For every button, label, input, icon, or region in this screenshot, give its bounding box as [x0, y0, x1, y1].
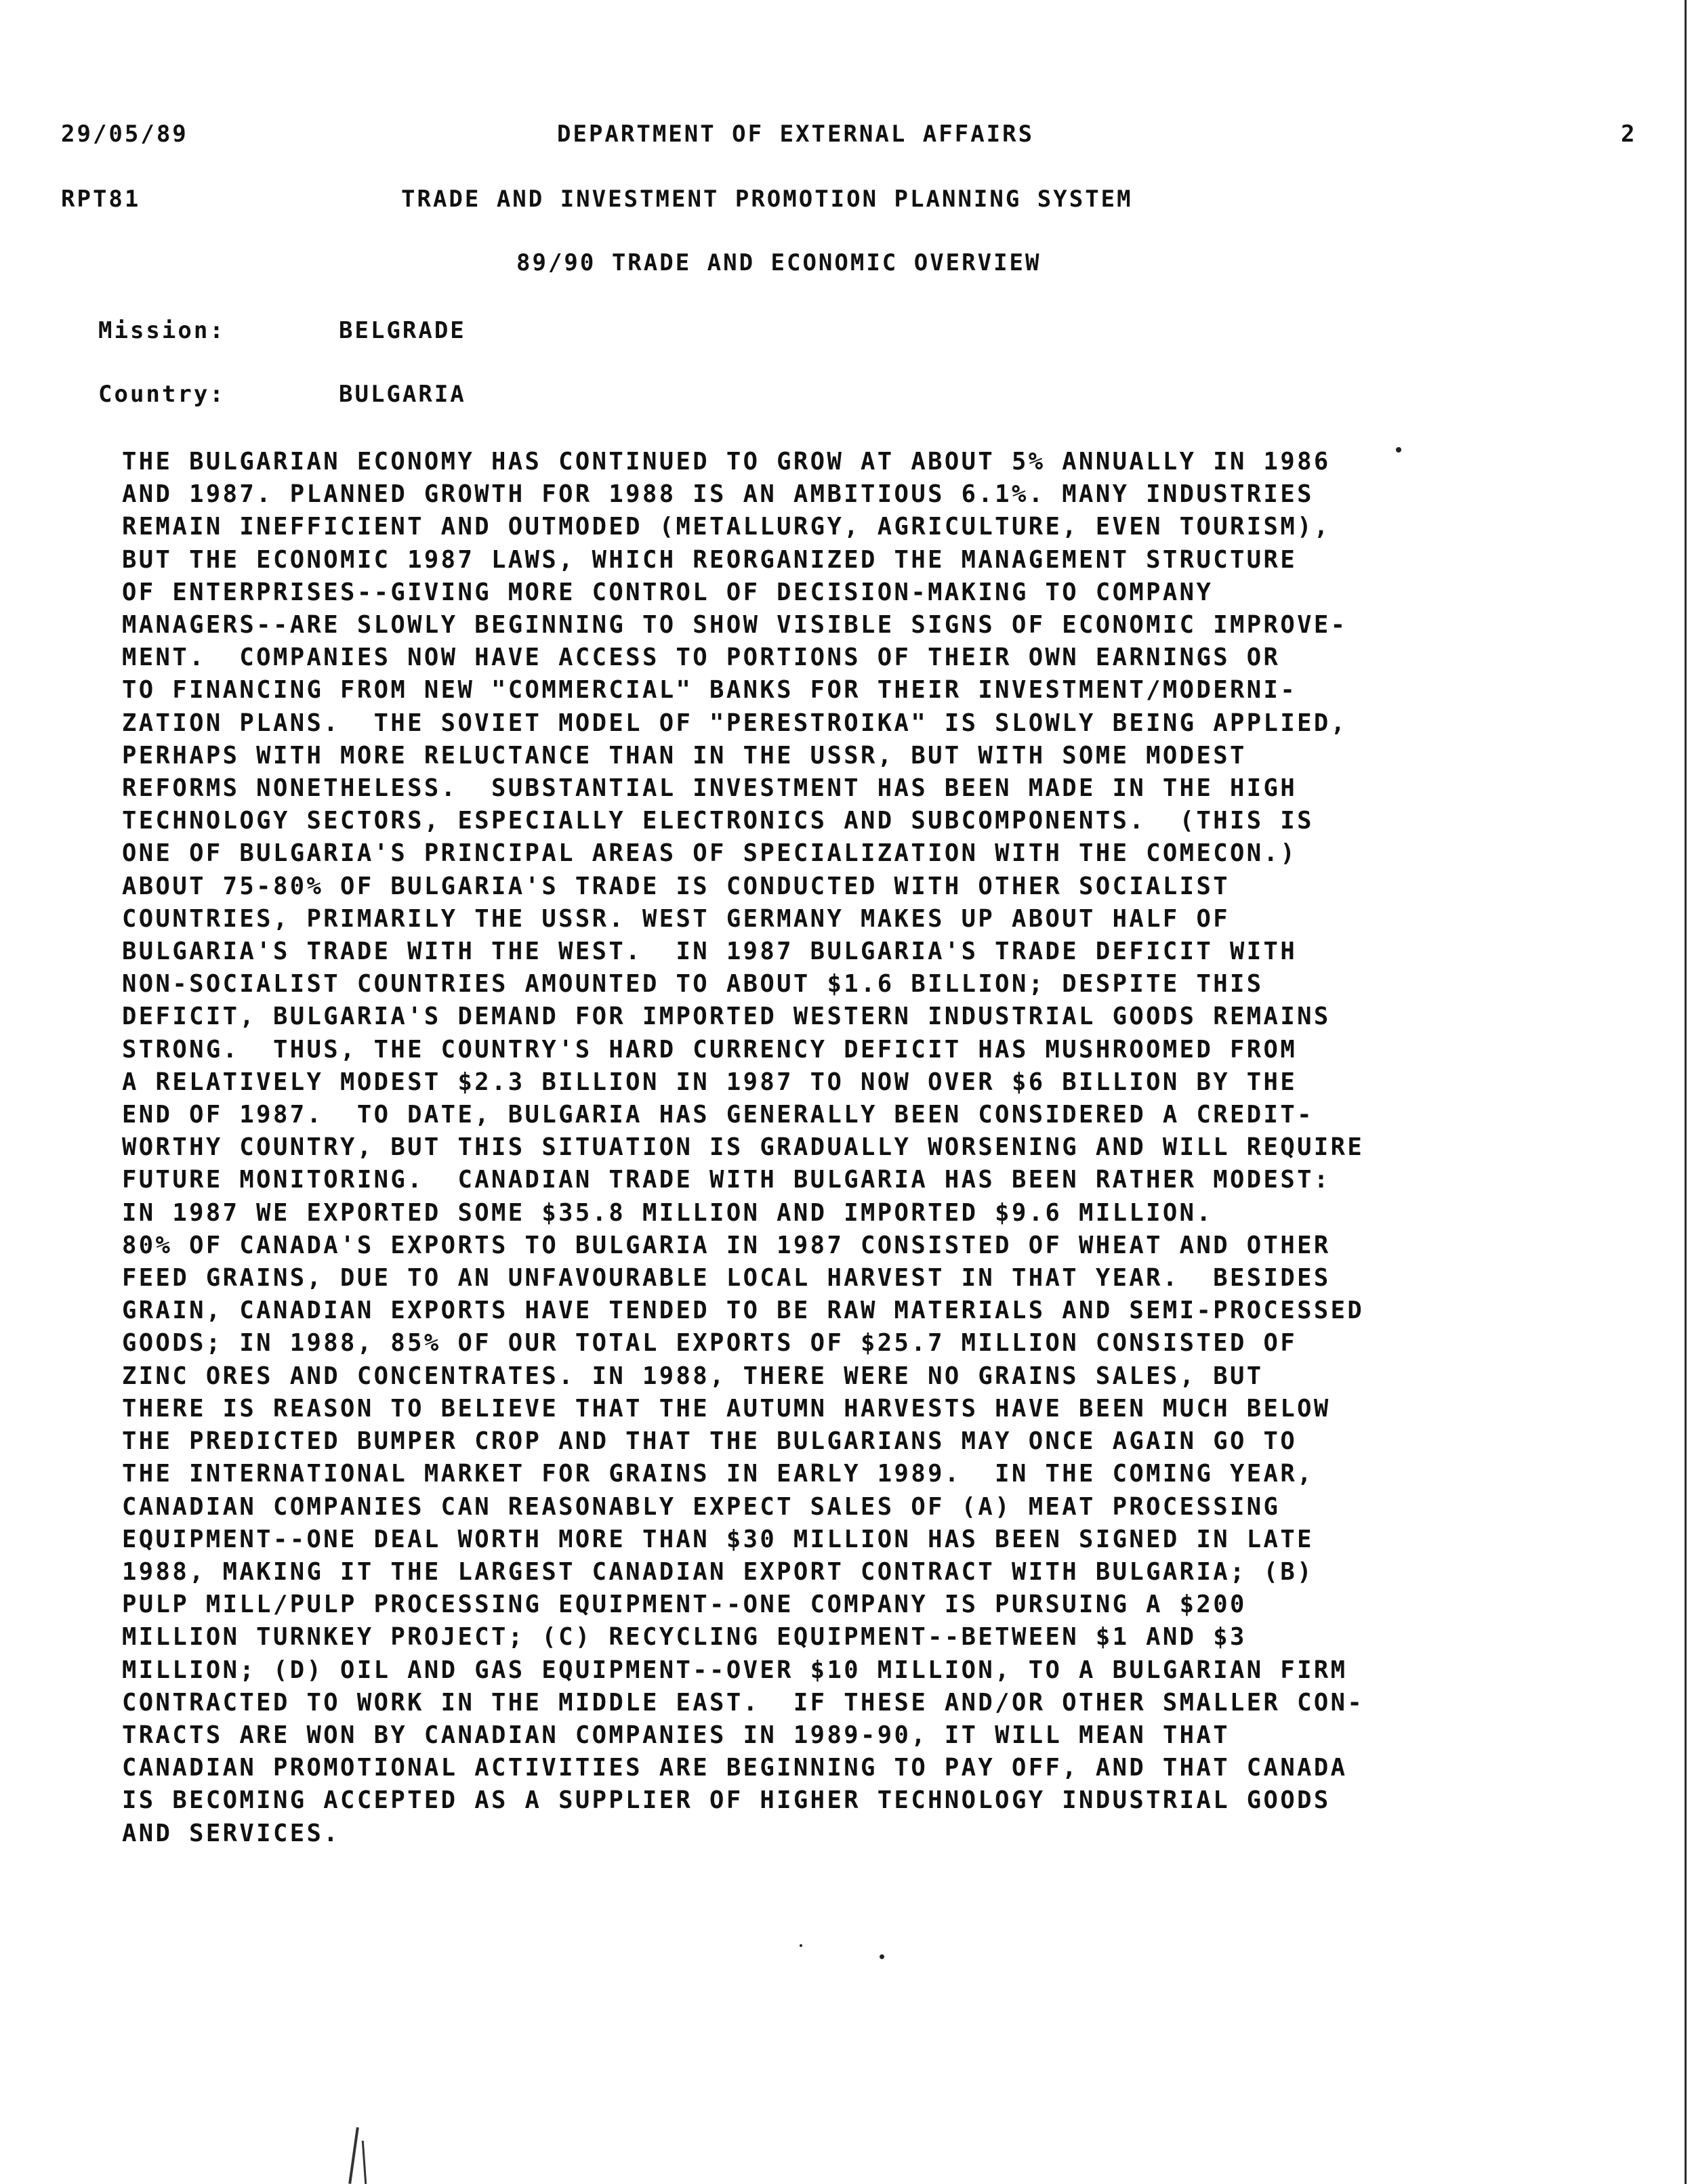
- report-date: 29/05/89: [61, 121, 188, 148]
- country-label: Country:: [98, 381, 226, 408]
- page-edge-shadow: [1685, 0, 1687, 2184]
- department-title: DEPARTMENT OF EXTERNAL AFFAIRS: [557, 121, 1035, 148]
- page-number: 2: [1621, 121, 1637, 148]
- report-code: RPT81: [61, 186, 141, 213]
- scan-scratch-mark: [362, 2141, 367, 2184]
- system-title: TRADE AND INVESTMENT PROMOTION PLANNING SYSTEM: [401, 186, 1133, 213]
- scan-speck: [880, 1954, 884, 1959]
- mission-label: Mission:: [98, 317, 226, 344]
- overview-title: 89/90 TRADE AND ECONOMIC OVERVIEW: [516, 249, 1041, 276]
- country-value: BULGARIA: [339, 381, 466, 408]
- scan-scratch-mark: [348, 2127, 359, 2184]
- scan-speck: [800, 1944, 802, 1947]
- scan-speck: [1396, 447, 1401, 453]
- mission-value: BELGRADE: [339, 317, 466, 344]
- overview-body-text: THE BULGARIAN ECONOMY HAS CONTINUED TO GROW AT ABOUT 5% ANNUALLY IN 1986 AND 1987. PLANNED GROWTH FOR 1988 IS AN AMBITIOUS 6.1%. MANY INDUSTRIES REMAIN INEFFICIENT AND OUTMODED (METALLURGY, AGRICULTURE, EVEN TOURISM), BUT THE ECONOMIC 1987 LAWS, WHICH REORGANIZED THE MANAGEMENT STRUCTURE OF ENTERPRISES--GIVING MORE CONTROL OF DECISION-MAKING TO COMPANY MANAGERS--ARE SLOWLY BEGINNING TO SHOW VISIBLE SIGNS OF ECONOMIC IMPROVE- MENT. COMPANIES NOW HAVE ACCESS TO PORTIONS OF THEIR OWN EARNINGS OR TO FINANCING FROM NEW "COMMERCIAL" BANKS FOR THEIR INVESTMENT/MODERNI- ZATION PLANS. THE SOVIET MODEL OF "PERESTROIKA" IS SLOWLY BEING APPLIED, PERHAPS WITH MORE RELUCTANCE THAN IN THE USSR, BUT WITH SOME MODEST REFORMS NONETHELESS. SUBSTANTIAL INVESTMENT HAS BEEN MADE IN THE HIGH TECHNOLOGY SECTORS, ESPECIALLY ELECTRONICS AND SUBCOMPONENTS. (THIS IS ONE OF BULGARIA'S PRINCIPAL AREAS OF SPECIALIZATION WITH THE COMECON.) ABOUT 75-80% OF BULGARIA'S TRADE IS CONDUCTED WITH OTHER SOCIALIST COUNTRIES, PRIMARILY THE USSR. WEST GERMANY MAKES UP ABOUT HALF OF BULGARIA'S TRADE WITH THE WEST. IN 1987 BULGARIA'S TRADE DEFICIT WITH NON-SOCIALIST COUNTRIES AMOUNTED TO ABOUT $1.6 BILLION; DESPITE THIS DEFICIT, BULGARIA'S DEMAND FOR IMPORTED WESTERN INDUSTRIAL GOODS REMAINS STRONG. THUS, THE COUNTRY'S HARD CURRENCY DEFICIT HAS MUSHROOMED FROM A RELATIVELY MODEST $2.3 BILLION IN 1987 TO NOW OVER $6 BILLION BY THE END OF 1987. TO DATE, BULGARIA HAS GENERALLY BEEN CONSIDERED A CREDIT- WORTHY COUNTRY, BUT THIS SITUATION IS GRADUALLY WORSENING AND WILL REQUIRE FUTURE MONITORING. CANADIAN TRADE WITH BULGARIA HAS BEEN RATHER MODEST: IN 1987 WE EXPORTED SOME $35.8 MILLION AND IMPORTED $9.6 MILLION. 80% OF CANADA'S EXPORTS TO BULGARIA IN 1987 CONSISTED OF WHEAT AND OTHER FEED GRAINS, DUE TO AN UNFAVOURABLE LOCAL HARVEST IN THAT YEAR. BESIDES GRAIN, CANADIAN EXPORTS HAVE TENDED TO BE RAW MATERIALS AND SEMI-PROCESSED GOODS; IN 1988, 85% OF OUR TOTAL EXPORTS OF $25.7 MILLION CONSISTED OF ZINC ORES AND CONCENTRATES. IN 1988, THERE WERE NO GRAINS SALES, BUT THERE IS REASON TO BELIEVE THAT THE AUTUMN HARVESTS HAVE BEEN MUCH BELOW THE PREDICTED BUMPER CROP AND THAT THE BULGARIANS MAY ONCE AGAIN GO TO THE INTERNATIONAL MARKET FOR GRAINS IN EARLY 1989. IN THE COMING YEAR, CANADIAN COMPANIES CAN REASONABLY EXPECT SALES OF (A) MEAT PROCESSING EQUIPMENT--ONE DEAL WORTH MORE THAN $30 MILLION HAS BEEN SIGNED IN LATE 1988, MAKING IT THE LARGEST CANADIAN EXPORT CONTRACT WITH BULGARIA; (B) PULP MILL/PULP PROCESSING EQUIPMENT--ONE COMPANY IS PURSUING A $200 MILLION TURNKEY PROJECT; (C) RECYCLING EQUIPMENT--BETWEEN $1 AND $3 MILLION; (D) OIL AND GAS EQUIPMENT--OVER $10 MILLION, TO A BULGARIAN FIRM CONTRACTED TO WORK IN THE MIDDLE EAST. IF THESE AND/OR OTHER SMALLER CON- TRACTS ARE WON BY CANADIAN COMPANIES IN 1989-90, IT WILL MEAN THAT CANADIAN PROMOTIONAL ACTIVITIES ARE BEGINNING TO PAY OFF, AND THAT CANADA IS BECOMING ACCEPTED AS A SUPPLIER OF HIGHER TECHNOLOGY INDUSTRIAL GOODS AND SERVICES.: [122, 448, 1365, 1847]
